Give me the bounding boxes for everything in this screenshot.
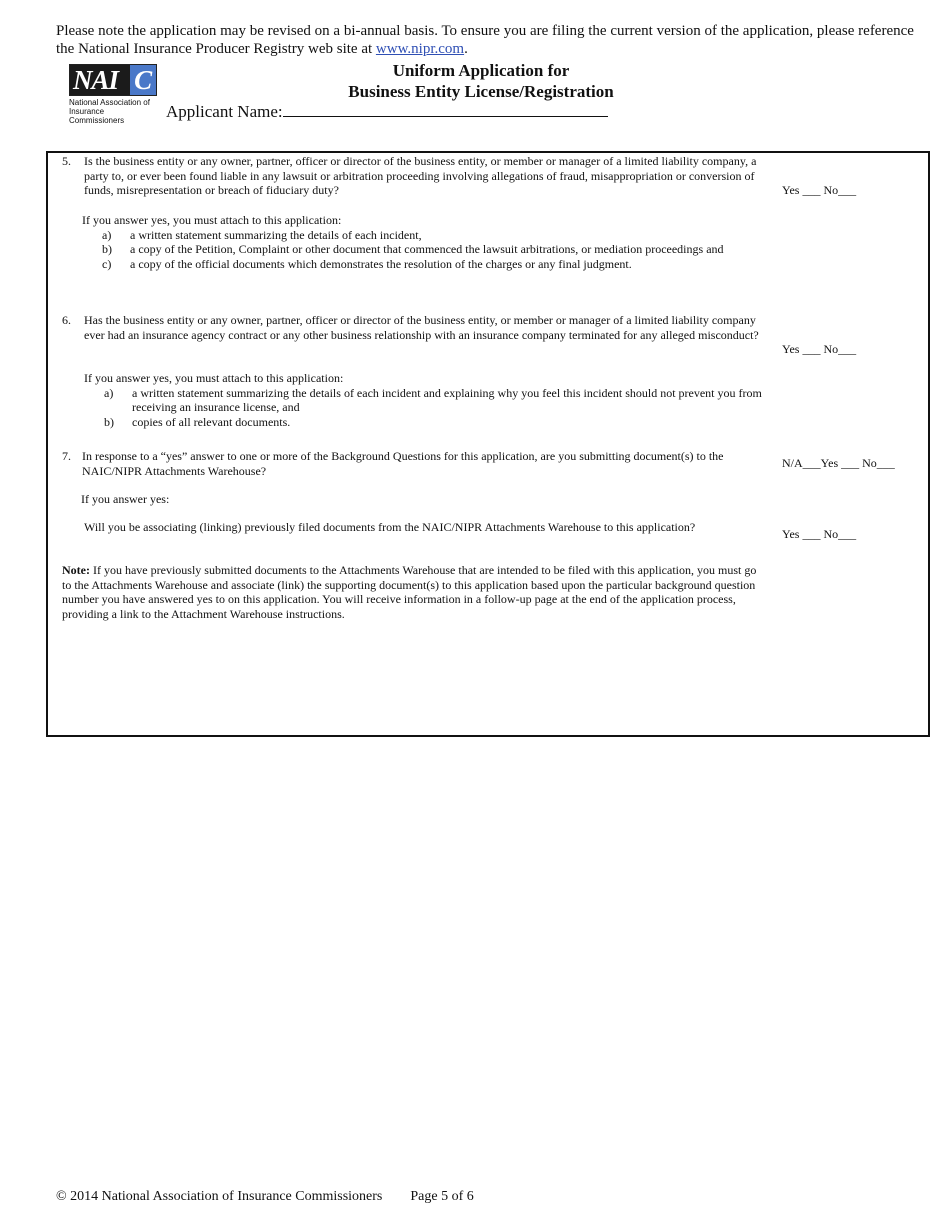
question-6 (62, 313, 772, 342)
applicant-name-field (166, 101, 608, 122)
list-item: c) a copy of the official documents which demonstrates the resolution of the charges or any final judgment. (102, 256, 632, 271)
question-text: Has the business entity or any owner, partner, officer or director of the business entity, or member or manager of a limited liability company ever had an insurance agency contract or any other business relationship with an insurance company terminated for any alleged misconduct? (84, 313, 759, 342)
page-footer (56, 1189, 474, 1205)
applicant-name-label: Applicant Name: (166, 102, 283, 121)
question-5 (62, 154, 762, 198)
logo-acronym-c: C (130, 65, 156, 95)
q7-if-yes: If you answer yes: (81, 492, 170, 506)
question-text: Is the business entity or any owner, partner, officer or director of the business entity, or member or manager of a limited liability company, a party to, or ever been found liable in any lawsuit or arbitration proceeding involving allegations of fraud, misappropriation or conversion of funds, misrepresentation or breach of fiduciary duty? (84, 154, 757, 197)
question-number: 5. (62, 154, 71, 168)
form-title (300, 60, 662, 102)
logo-acronym: NAI (70, 65, 130, 95)
question-number: 6. (62, 313, 71, 327)
logo-org-name: National Association of Insurance Commissioners (69, 98, 150, 125)
list-item: b) copies of all relevant documents. (104, 414, 291, 429)
form-title-line1: Uniform Application for (392, 61, 570, 80)
q6-attachments (84, 371, 764, 429)
naic-logo (69, 64, 157, 125)
q7-linking-answer[interactable]: Yes ___ No___ (782, 527, 857, 541)
q6-answer[interactable]: Yes ___ No___ (782, 342, 857, 356)
list-item: a) a written statement summarizing the details of each incident and explaining why you feel this incident should not prevent you from receiving an insurance license, and (104, 385, 762, 414)
nipr-link[interactable]: www.nipr.com (375, 41, 465, 57)
attach-intro: If you answer yes, you must attach to this application: (82, 213, 342, 227)
form-title-line2: Business Entity License/Registration (348, 82, 614, 101)
q5-answer[interactable]: Yes ___ No___ (782, 183, 857, 197)
background-questions-box (46, 151, 930, 737)
question-number: 7. (62, 449, 71, 463)
q7-linking-question: Will you be associating (linking) previously filed documents from the NAIC/NIPR Attachments Warehouse to this application? (84, 520, 696, 534)
note-label: Note: (62, 563, 90, 577)
notice-end: . (464, 41, 468, 57)
attach-intro: If you answer yes, you must attach to this application: (84, 371, 344, 385)
note-paragraph (62, 563, 760, 621)
notice-text: Please note the application may be revised on a bi-annual basis. To ensure you are filing the current version of the application, please reference the National Insurance Producer Registry web site at (56, 23, 914, 57)
applicant-name-line[interactable] (283, 101, 608, 117)
list-item: b) a copy of the Petition, Complaint or other document that commenced the lawsuit arbitrations, or mediation proceedings and (102, 242, 724, 256)
naic-logo-mark (69, 64, 157, 96)
footer-page-number: Page 5 of 6 (410, 1189, 474, 1204)
revision-notice (56, 22, 916, 58)
question-7 (62, 449, 762, 478)
list-item: a) a written statement summarizing the details of each incident, (102, 227, 422, 242)
question-text: In response to a “yes” answer to one or more of the Background Questions for this application, are you submitting document(s) to the NAIC/NIPR Attachments Warehouse? (82, 449, 724, 478)
q7-answer[interactable]: N/A___Yes ___ No___ (782, 456, 895, 470)
note-text: If you have previously submitted documents to the Attachments Warehouse that are intended to be filed with this application, you must go to the Attachments Warehouse and associate (link) the supporting document(s) to this application based upon the particular background question number you have answered yes to on this application. You will receive information in a follow-up page at the end of the application process, providing a link to the Attachment Warehouse instructions. (62, 563, 757, 621)
footer-copyright: © 2014 National Association of Insurance Commissioners (56, 1189, 383, 1204)
q5-attachments (82, 213, 772, 271)
